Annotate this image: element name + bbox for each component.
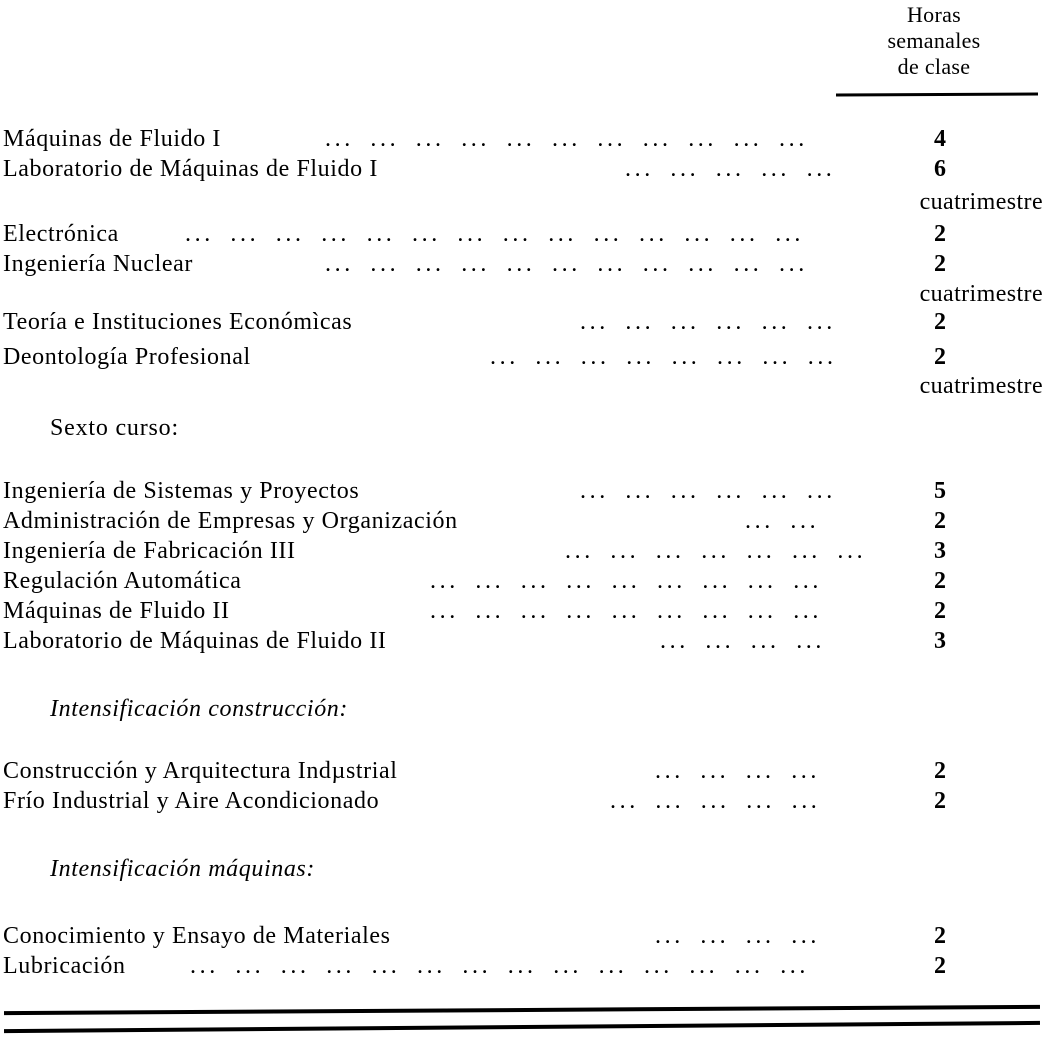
term-note: cuatrimestre: [919, 281, 1043, 307]
dot-leader: ... ... ... ... ... ... ... ... ... ... ... ... ... ...: [190, 953, 809, 979]
course-row: [0, 952, 1045, 981]
course-name: Laboratorio de Máquinas de Fluido I: [3, 156, 378, 182]
course-name: Máquinas de Fluido II: [3, 598, 230, 624]
course-row: [0, 922, 1045, 951]
course-name: Máquinas de Fluido I: [3, 126, 221, 152]
course-hours: 2: [934, 508, 946, 534]
term-note: cuatrimestre: [919, 373, 1043, 399]
dot-leader: ... ... ... ... ... ... ...: [565, 538, 867, 564]
course-name: Administración de Empresas y Organización: [3, 508, 458, 534]
dot-leader: ... ... ... ... ... ... ... ... ... ... ...: [325, 251, 808, 277]
course-hours: 3: [934, 538, 946, 564]
course-name: Ingeniería de Sistemas y Proyectos: [3, 478, 360, 504]
course-name: Ingeniería Nuclear: [3, 251, 194, 277]
dot-leader: ... ... ... ...: [655, 758, 820, 784]
course-row: [0, 155, 1045, 184]
hours-header-line-2: semanales: [887, 28, 981, 53]
dot-leader: ... ... ... ... ... ... ... ... ... ... ... ... ... ...: [185, 221, 804, 247]
dot-leader: ... ... ... ...: [655, 923, 820, 949]
course-name: Electrónica: [3, 221, 119, 247]
course-row: [0, 250, 1045, 279]
course-name: Regulación Automática: [3, 568, 242, 594]
dot-leader: ... ... ... ... ...: [610, 788, 821, 814]
bottom-divider-rule-top: [4, 1005, 1040, 1015]
course-row: [0, 308, 1045, 337]
course-name: Conocimiento y Ensayo de Materiales: [3, 923, 391, 949]
course-hours: 2: [934, 758, 946, 784]
hours-header-line-1: Horas: [906, 2, 962, 27]
course-row: [0, 220, 1045, 249]
course-name: Deontología Profesional: [3, 344, 251, 370]
course-hours: 5: [934, 478, 946, 504]
course-name: Lubricación: [3, 953, 126, 979]
dot-leader: ... ... ... ...: [660, 628, 825, 654]
dot-leader: ... ... ... ... ... ... ... ... ... ... ...: [325, 126, 808, 152]
course-name: Ingeniería de Fabricación III: [3, 538, 296, 564]
course-hours: 2: [934, 923, 946, 949]
course-hours: 2: [934, 788, 946, 814]
dot-leader: ... ...: [745, 508, 820, 534]
course-name: Frío Industrial y Aire Acondicionado: [3, 788, 380, 814]
course-row: [0, 597, 1045, 626]
course-hours: 3: [934, 628, 946, 654]
dot-leader: ... ... ... ... ... ... ... ...: [490, 344, 837, 370]
section-heading-sexto-curso: Sexto curso:: [50, 415, 179, 441]
section-heading-intensificacion-maquinas: Intensificación máquinas:: [50, 856, 315, 882]
course-row: [0, 477, 1045, 506]
course-row: [0, 343, 1045, 372]
hours-header-line-3: de clase: [897, 54, 971, 79]
course-hours: 2: [934, 251, 946, 277]
course-row: [0, 567, 1045, 596]
course-row: [0, 757, 1045, 786]
course-hours: 2: [934, 221, 946, 247]
course-hours: 2: [934, 344, 946, 370]
term-note: cuatrimestre: [919, 189, 1043, 215]
dot-leader: ... ... ... ... ... ... ... ... ...: [430, 568, 822, 594]
course-name: Construcción y Arquitectura Indµstrial: [3, 758, 398, 784]
course-hours: 4: [934, 126, 946, 152]
dot-leader: ... ... ... ... ... ...: [580, 478, 836, 504]
course-hours: 2: [934, 953, 946, 979]
course-hours: 2: [934, 598, 946, 624]
dot-leader: ... ... ... ... ...: [625, 156, 836, 182]
course-row: [0, 537, 1045, 566]
dot-leader: ... ... ... ... ... ...: [580, 309, 836, 335]
course-hours: 2: [934, 568, 946, 594]
header-divider-rule: [836, 93, 1038, 97]
course-hours: 6: [934, 156, 946, 182]
section-heading-intensificacion-construccion: Intensificación construcción:: [50, 696, 348, 722]
course-row: [0, 627, 1045, 656]
course-row: [0, 125, 1045, 154]
course-name: Teoría e Instituciones Económìcas: [3, 309, 353, 335]
course-row: [0, 507, 1045, 536]
course-hours: 2: [934, 309, 946, 335]
hours-column-header: [828, 2, 1040, 80]
course-row: [0, 787, 1045, 816]
bottom-divider-rule-bottom: [4, 1021, 1040, 1033]
dot-leader: ... ... ... ... ... ... ... ... ...: [430, 598, 822, 624]
course-name: Laboratorio de Máquinas de Fluido II: [3, 628, 387, 654]
